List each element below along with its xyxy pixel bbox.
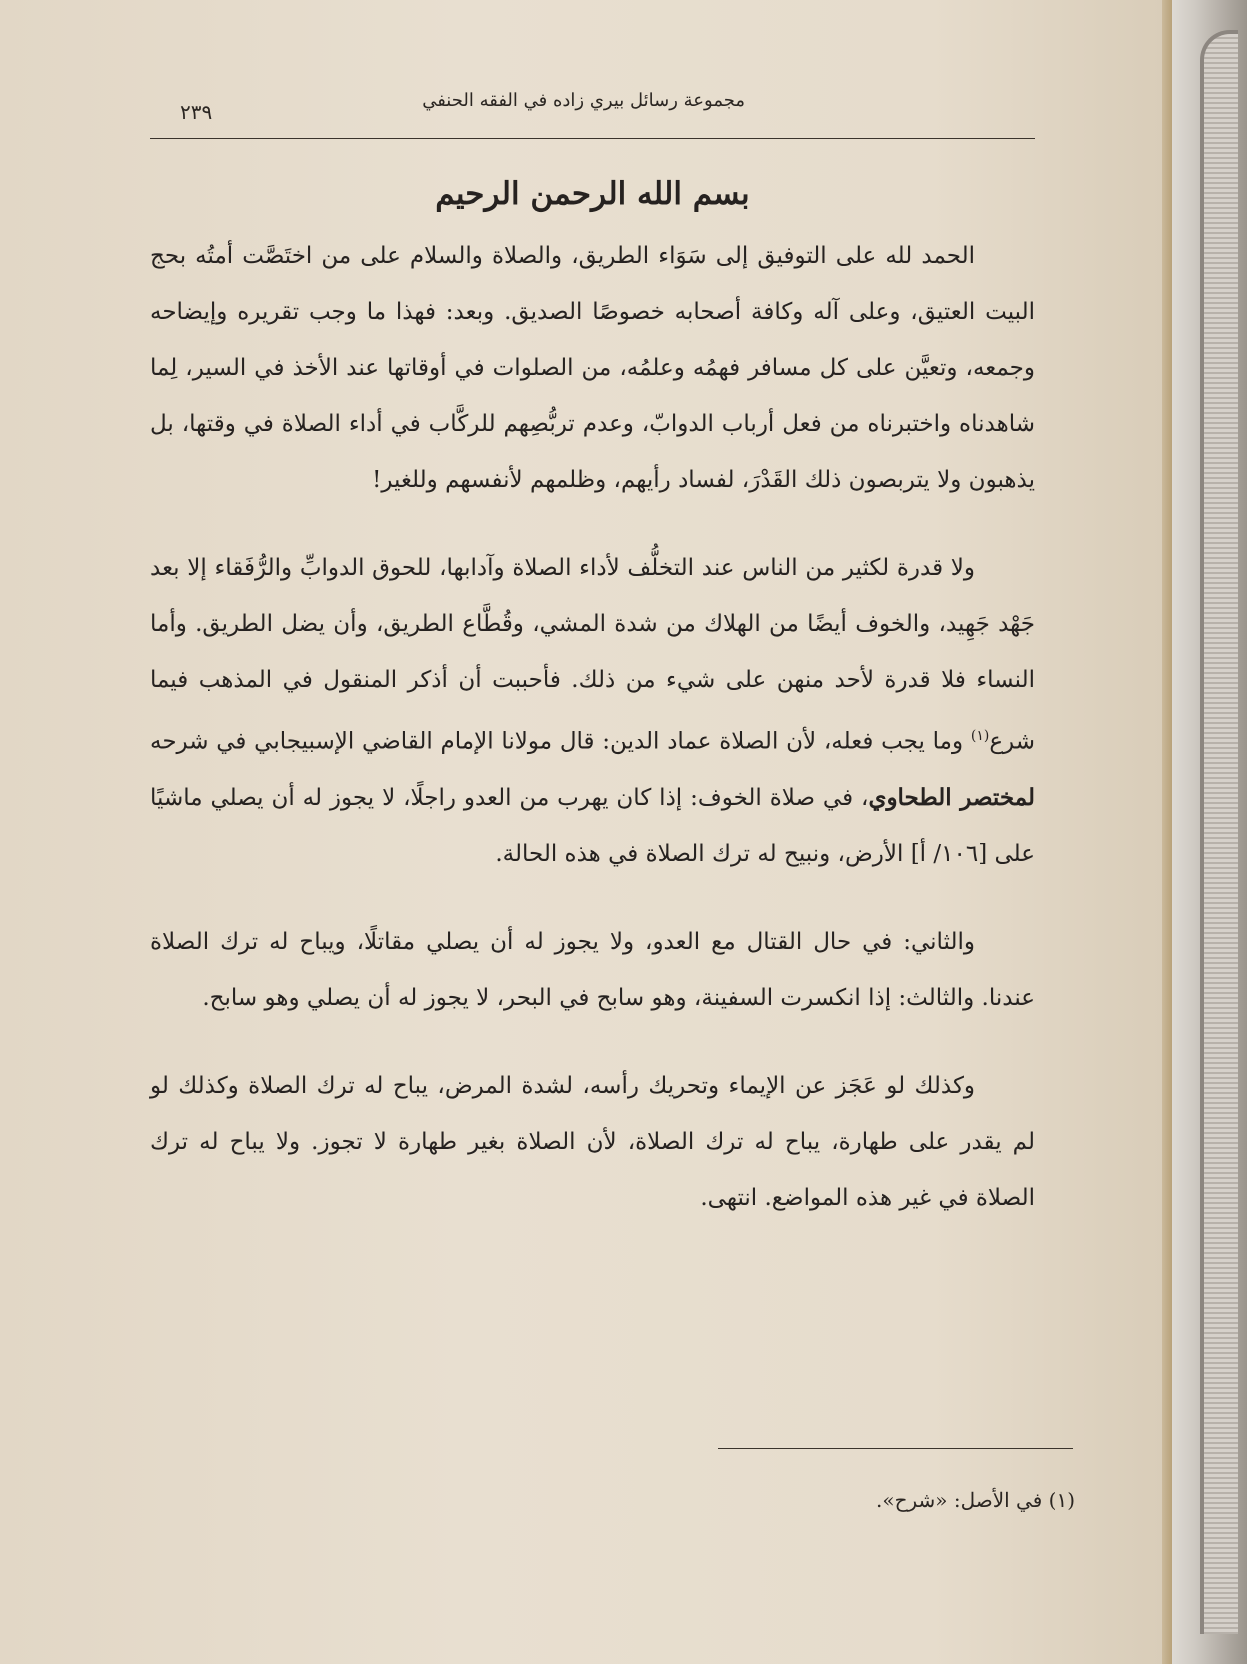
body-text — [150, 228, 1035, 1258]
footnote: (١) في الأصل: «شرح». — [875, 1488, 1075, 1512]
spine-decoration — [1200, 30, 1238, 1634]
paragraph-4: وكذلك لو عَجَز عن الإيماء وتحريك رأسه، لشدة المرض، يباح له ترك الصلاة وكذلك لو لم يقدر على طهارة، يباح له ترك الصلاة، لأن الصلاة بغير طهارة لا تجوز. ولا يباح له ترك الصلاة في غير هذه المواضع. انتهى. — [150, 1072, 1035, 1211]
running-title: مجموعة رسائل بيري زاده في الفقه الحنفي — [422, 90, 745, 111]
book-title-bold: لمختصر الطحاوي — [868, 783, 1035, 811]
page-edge — [1162, 0, 1172, 1664]
paragraph-2 — [150, 540, 1035, 882]
footnote-divider — [718, 1448, 1073, 1449]
paragraph-2-part-b: وما يجب فعله، لأن الصلاة عماد الدين: قال مولانا الإمام القاضي الإسبيجابي في شرحه — [150, 728, 971, 755]
paragraph-2-part-a: ولا قدرة لكثير من الناس عند التخلُّف لأداء الصلاة وآدابها، للحوق الدوابِّ والرُّفَقاء إلا بعد جَهْد جَهِيد، والخوف أيضًا من الهلاك من شدة المشي، وقُطَّاع الطريق، وأن يضل الطريق. وأما النساء فلا قدرة لأحد منهن على شيء من ذلك. فأحببت أن أذكر المنقول في المذهب فيما شرع — [150, 555, 1035, 755]
paragraph-2-part-c: ، في صلاة الخوف: إذا كان يهرب من العدو راجلًا، لا يجوز له أن يصلي ماشيًا على [١٠٦/ أ] الأرض، ونبيح له ترك الصلاة في هذه الحالة. — [150, 784, 1035, 867]
paragraph-1: الحمد لله على التوفيق إلى سَوَاء الطريق، والصلاة والسلام على من اختَصَّت أمتُه بحج البيت العتيق، وعلى آله وكافة أصحابه خصوصًا الصديق. وبعد: فهذا ما وجب تقريره وإيضاحه وجمعه، وتعيَّن على كل مسافر فهمُه وعلمُه، من الصلوات في أوقاتها عند الأخذ في السير، لِما شاهدناه واختبرناه من فعل أرباب الدوابّ، وعدم تربُّصِهم للركَّاب في أداء الصلاة في وقتها، بل يذهبون ولا يتربصون ذلك القَدْرَ، لفساد رأيهم، وظلمهم لأنفسهم وللغير! — [150, 243, 1035, 493]
basmala-heading: بسم الله الرحمن الرحيم — [435, 176, 750, 212]
running-header — [150, 78, 1035, 139]
paragraph-3: والثاني: في حال القتال مع العدو، ولا يجوز له أن يصلي مقاتلًا، ويباح له ترك الصلاة عندنا. والثالث: إذا انكسرت السفينة، وهو سابح في البحر، لا يجوز له أن يصلي وهو سابح. — [150, 928, 1035, 1011]
footnote-marker: (١) — [970, 728, 990, 744]
page-number: ٢٣٩ — [180, 100, 213, 124]
